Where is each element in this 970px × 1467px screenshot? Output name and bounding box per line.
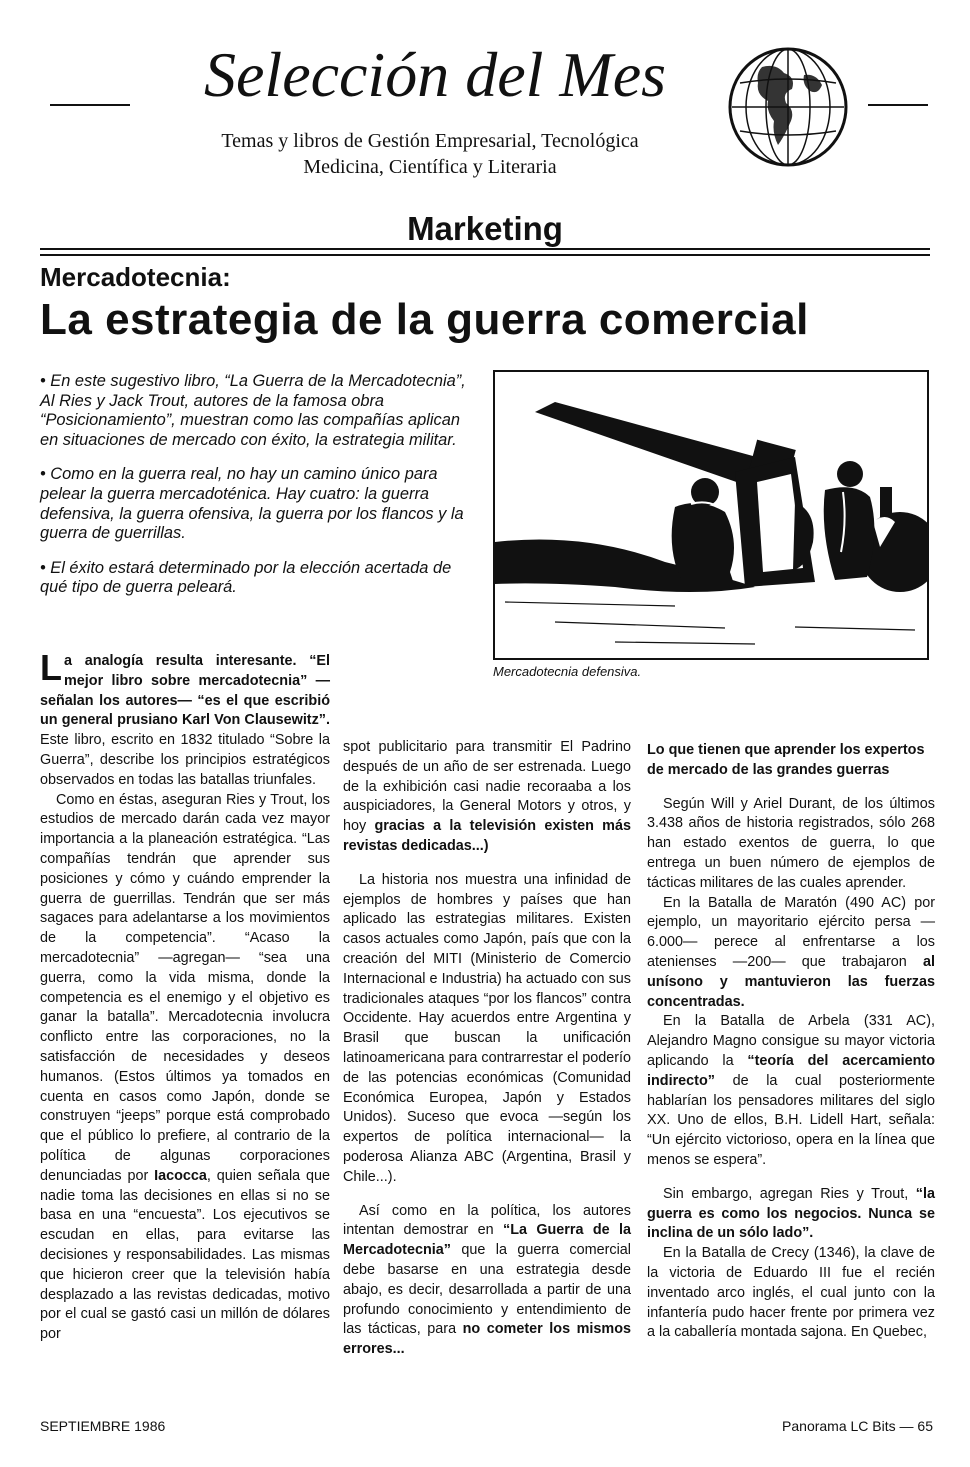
masthead-subtitle-line1: Temas y libros de Gestión Empresarial, Tecnológica xyxy=(221,130,639,152)
masthead-rule-right xyxy=(868,104,928,106)
masthead-subtitle-line2: Medicina, Científica y Literaria xyxy=(303,156,557,178)
paragraph-text: de la cual posteriormente hablarían los pensadores militares del siglo XX. Uno de ellos, B.H. Lidell Hart, señala: “Un ejército victorioso, opera en la línea que menos se espera”. xyxy=(647,1072,935,1168)
summary-bullet: • Como en la guerra real, no hay un camino único para pelear la guerra mercadoténica. Hay cuatro: la guerra defensiva, la guerra ofensiva, la guerra por los flancos y la guerra de guerrillas. xyxy=(40,465,464,543)
paragraph-text: que la guerra comercial debe basarse en una estrategia desde abajo, es decir, desarrollada a partir de una profundo conocimiento y entendimiento de las tácticas, para xyxy=(343,1242,631,1338)
paragraph-text: En la Batalla de Maratón (490 AC) por ejemplo, un mayoritario ejército persa —6.000— perece al enfrentarse a los atenienses —200— que trabajaron xyxy=(647,894,935,970)
article-headline: La estrategia de la guerra comercial xyxy=(40,295,809,344)
paragraph xyxy=(647,1012,935,1170)
paragraph-text: , quien señala que nadie toma las decisiones en ellas si no se basa en una “encuesta”. Los ejecutivos se escudan en ellas, para evitarse las decisiones y responsabilidades. Las mismas que hicieron creer que la televisión había desplazado a las revistas dedicadas, motivo por el cual se gastó casi un millón de dólares por xyxy=(40,1167,330,1343)
emphasis-text: Iacocca xyxy=(154,1167,207,1184)
cannon-illustration xyxy=(495,372,927,658)
emphasis-text: no cometer los mismos errores... xyxy=(343,1321,632,1358)
body-column-3 xyxy=(647,741,935,1343)
section-divider xyxy=(40,248,930,256)
emphasis-text: “la guerra es como los negocios. Nunca se inclina de un sólo lado”. xyxy=(647,1185,935,1242)
paragraph-text: Así como en la política, los autores intentan demostrar en xyxy=(343,1202,631,1239)
illustration-cannon xyxy=(493,370,929,660)
column-subhead: Lo que tienen que aprender los expertos de mercado de las grandes guerras xyxy=(647,742,925,778)
emphasis-text: gracias a la televisión existen más revistas dedicadas...) xyxy=(343,818,631,854)
paragraph-text: En la Batalla de Arbela (331 AC), Alejandro Magno consigue su mayor victoria aplicando la xyxy=(647,1013,935,1069)
lead-text: a analogía resulta interesante. “El mejor libro sobre mercadotecnia” —señalan los autores— “es el que escribió un general prusiano Karl Von Clausewitz”. xyxy=(40,653,330,729)
globe-icon xyxy=(726,45,851,170)
emphasis-text: “La Guerra de la Mercadotecnia” xyxy=(343,1222,631,1259)
section-title: Marketing xyxy=(407,210,563,247)
illustration-caption: Mercadotecnia defensiva. xyxy=(493,664,642,679)
paragraph xyxy=(343,1202,631,1360)
summary-bullet: • En este sugestivo libro, “La Guerra de la Mercadotecnia”, Al Ries y Jack Trout, autores de la famosa obra “Posicionamiento”, muestran como las compañías aplican en situaciones de mercado con éxito, la estrategia militar. xyxy=(40,372,466,449)
paragraph xyxy=(647,894,935,1013)
footer-date: SEPTIEMBRE 1986 xyxy=(40,1418,166,1434)
masthead-rule-left xyxy=(50,104,130,106)
paragraph-text: spot publicitario para transmitir El Padrino después de un año de ser estrenada. Luego de la exhibición casi nadie recoraaba a los auspiciadores, la General Motors y otros, y hoy xyxy=(343,739,631,835)
paragraph xyxy=(647,1185,935,1244)
emphasis-text: “teoría del acercamiento indirecto” xyxy=(647,1052,935,1089)
body-column-1 xyxy=(40,647,330,1345)
paragraph-text: Este libro, escrito en 1832 titulado “Sobre la Guerra”, describe los principios estratégicos observados en todas las batallas triunfales. xyxy=(40,732,330,788)
summary-bullet: • El éxito estará determinado por la elección acertada de qué tipo de guerra peleará. xyxy=(40,558,452,597)
summary-bullets xyxy=(40,372,480,613)
emphasis-text: al unísono y mantuvieron las fuerzas concentradas. xyxy=(647,953,935,1010)
body-column-2 xyxy=(343,738,631,1360)
paragraph-text: Como en éstas, aseguran Ries y Trout, los estudios de mercado darán cada vez mayor importancia a la planeación estratégica. “Las compañías tendrán que aprender sus posiciones y cómo y cuándo emprender la guerra de guerrillas. Tendrán que ser más sagaces para adelantarse a los movimientos de la competencia”. “Acaso la mercadotecnia” —agregan— “sea una guerra, como la vida misma, donde la competencia es el enemigo y el objetivo es ganar la batalla”. Mercadotecnia involucra conflicto entre las corporaciones, no la satisfacción de necesidades y deseos humanos. (Estos últimos ya tomados en cuenta en casos como Japón, donde se construyen “jeeps” porque está comprobado que el público lo prefiere, al contrario de la política de algunas corporaciones denunciadas por xyxy=(40,791,330,1184)
paragraph xyxy=(40,647,330,791)
article-kicker: Mercadotecnia: xyxy=(40,262,231,292)
paragraph: La historia nos muestra una infinidad de ejemplos de hombres y países que han aplicado las estrategias militares. Existen casos actuales como Japón, país que con la creación del MITI (Ministerio de Comercio Internacional e Industria) ha actuado con sus tradicionales ataques “por los flancos” contra Occidente. Hay acuerdos entre Argentina y Brasil que buscan la unificación latinoamericana para contrarrestar el poderío de las potencias económicas (Comunidad Económica Europea, Japón y Estados Unidos). Suceso que evoca —según los expertos de política internacional— la poderosa Alianza ABC (Argentina, Brasil y Chile...). xyxy=(343,871,631,1185)
masthead-title: Selección del Mes xyxy=(204,39,666,110)
paragraph: En la Batalla de Crecy (1346), la clave de la victoria de Eduardo III fue el recién inventado arco inglés, el cual junto con la infantería pudo hacer frente por primera vez a la caballería montada sajona. En Quebec, xyxy=(647,1245,935,1341)
paragraph xyxy=(343,738,631,857)
masthead-subtitle xyxy=(110,128,750,180)
paragraph xyxy=(40,791,330,1345)
paragraph-text: Sin embargo, agregan Ries y Trout, xyxy=(663,1185,916,1202)
drop-cap: L xyxy=(40,647,62,688)
paragraph: Según Will y Ariel Durant, de los últimos 3.438 años de historia registrados, sólo 268 han estado exentos de guerra, lo que entrega un buen número de ejemplos de tácticas militares de las cuales aprender. xyxy=(647,795,935,891)
footer-page: Panorama LC Bits — 65 xyxy=(782,1418,933,1434)
